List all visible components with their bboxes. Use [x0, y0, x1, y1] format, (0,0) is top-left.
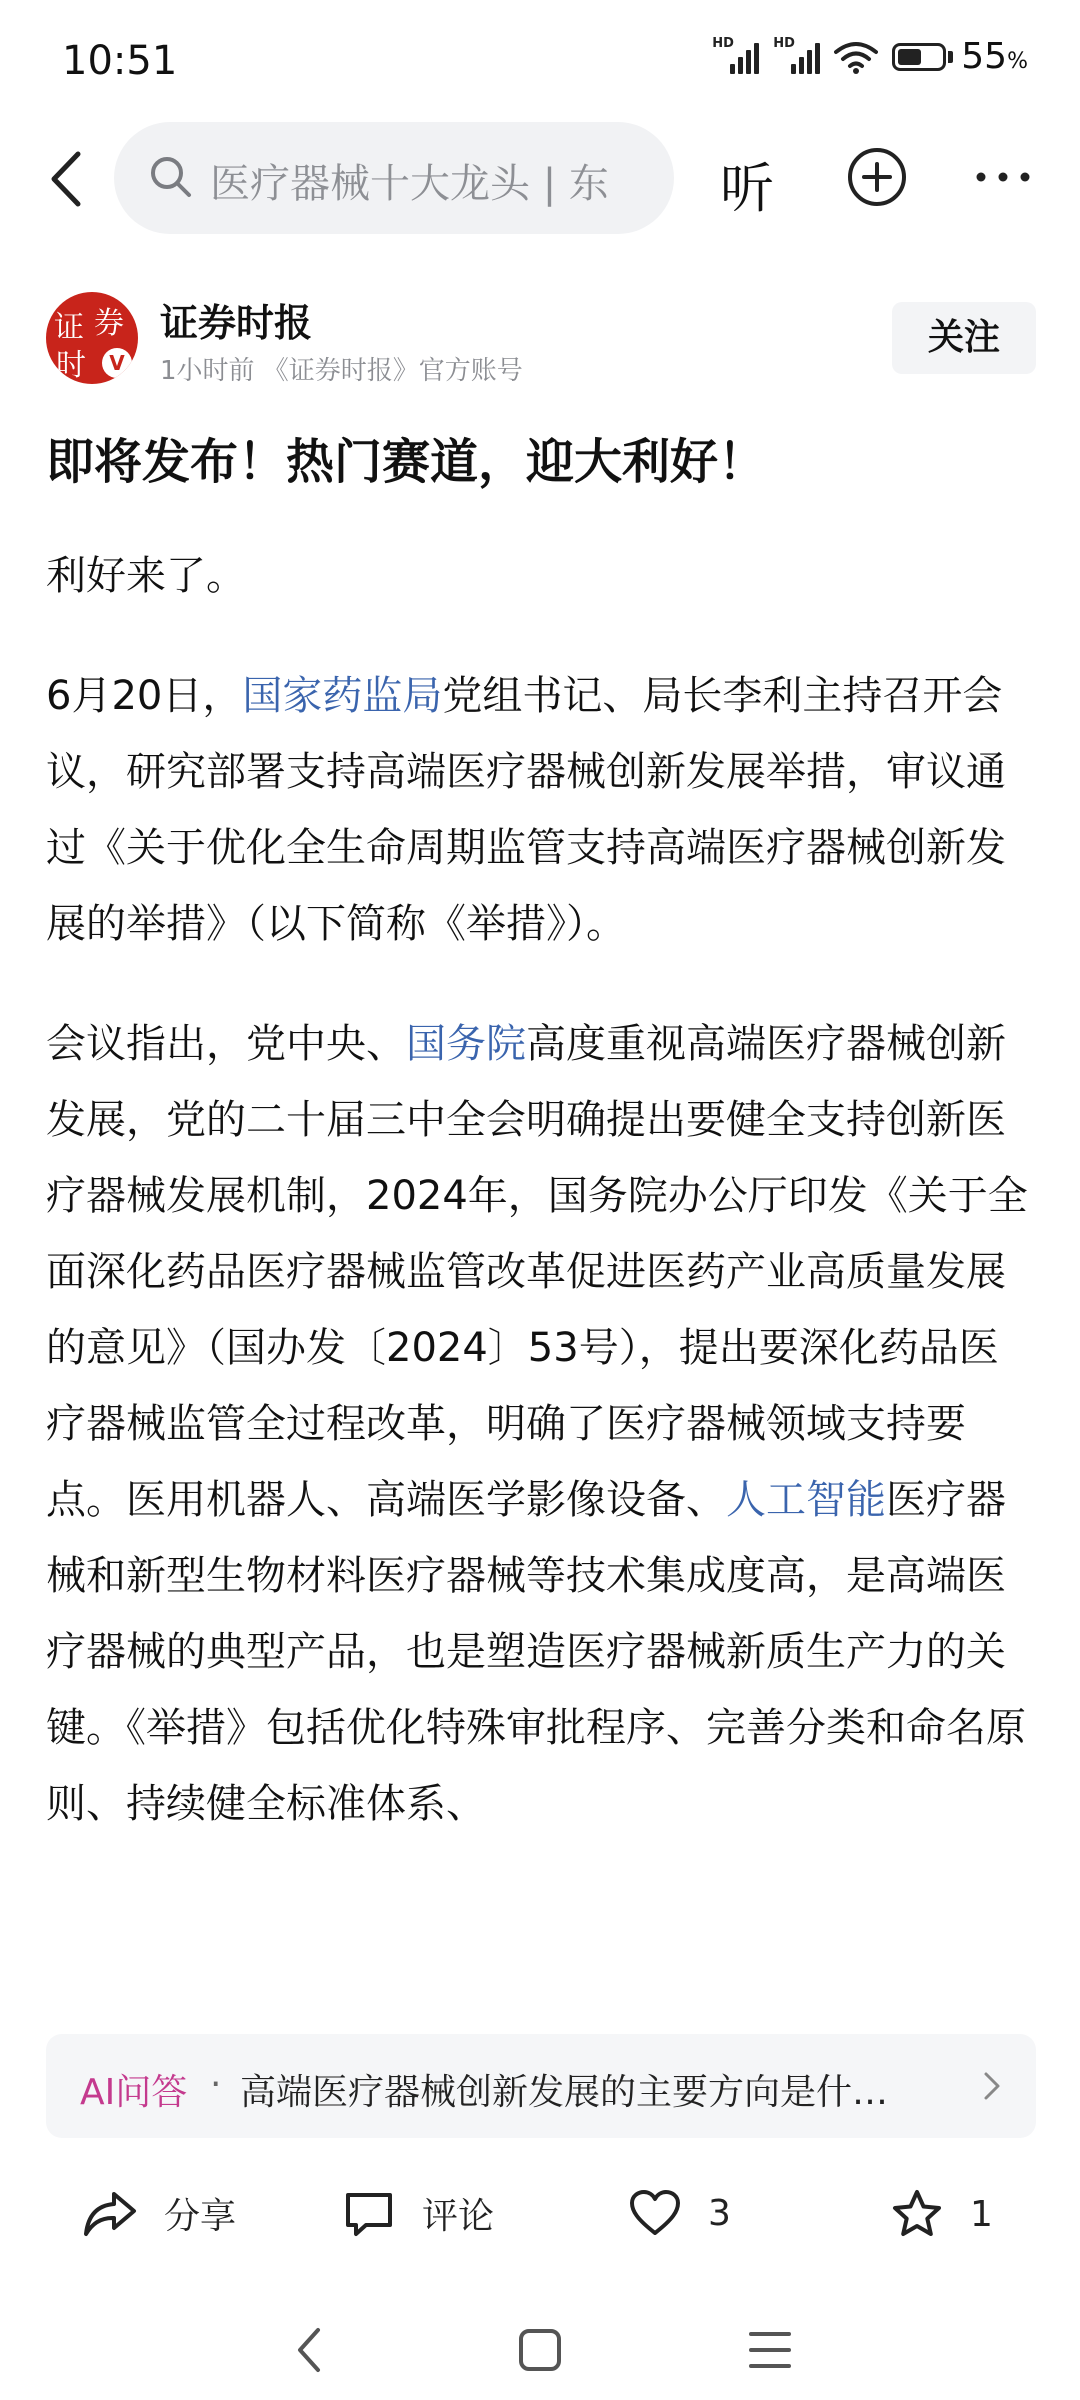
battery-icon	[892, 43, 946, 71]
nav-menu-icon[interactable]	[746, 2322, 794, 2378]
star-icon	[890, 2188, 944, 2240]
verified-badge: V	[102, 348, 132, 378]
action-bar	[0, 2170, 1080, 2280]
like-button[interactable]	[628, 2188, 731, 2238]
battery-percent: 55	[961, 36, 1008, 77]
share-button[interactable]: 分享	[82, 2188, 236, 2239]
like-count: 3	[708, 2192, 731, 2234]
paragraph-1: 利好来了。	[46, 553, 246, 599]
search-bar[interactable]	[114, 122, 674, 234]
favorite-count: 1	[970, 2193, 993, 2235]
status-icons	[712, 36, 1028, 77]
ai-qa-tag: AI问答	[80, 2072, 188, 2113]
search-icon	[148, 154, 194, 200]
more-dots-icon	[972, 146, 1034, 208]
follow-button[interactable]: 关注	[892, 302, 1036, 374]
article-body	[46, 430, 1036, 1886]
paragraph-3: 会议指出，党中央、国务院高度重视高端医疗器械创新发展，党的二十届三中全会明确提出要健全支持创新医疗器械发展机制，2024年，国务院办公厅印发《关于全面深化药品医疗器械监管改革促进医药产业高质量发展的意见》（国办发〔2024〕53号），提出要深化药品医疗器械监管全过程改革，明确了医疗器械领域支持要点。医用机器人、高端医学影像设备、人工智能医疗器械和新型生物材料医疗器械等技术集成度高，是高端医疗器械的典型产品，也是塑造医疗器械新质生产力的关键。《举措》包括优化特殊审批程序、完善分类和命名原则、持续健全标准体系、	[46, 1021, 1028, 1827]
article-title: 即将发布！热门赛道，迎大利好！	[46, 434, 767, 490]
battery-fill	[898, 49, 921, 65]
heart-icon	[628, 2188, 682, 2238]
paragraph-2: 6月20日，国家药监局党组书记、局长李利主持召开会议，研究部署支持高端医疗器械创新发展举措，审议通过《关于优化全生命周期监管支持高端医疗器械创新发展的举措》（以下简称《举措》）。	[46, 673, 1006, 947]
add-button[interactable]	[846, 146, 908, 208]
comment-button[interactable]: 评论	[342, 2188, 494, 2239]
nav-back-icon[interactable]	[290, 2322, 330, 2378]
chevron-right-icon	[976, 2068, 1006, 2104]
comment-icon	[342, 2189, 396, 2239]
ai-qa-bar[interactable]: AI问答 · 高端医疗器械创新发展的主要方向是什…	[46, 2034, 1036, 2138]
signal-icon-2: HD	[773, 40, 820, 74]
link-state-council[interactable]: 国务院	[406, 1021, 526, 1067]
system-nav-bar	[0, 2300, 1080, 2400]
status-bar	[0, 0, 1080, 120]
author-row	[46, 288, 1036, 388]
search-input[interactable]: 医疗器械十大龙头 | 东	[210, 161, 609, 207]
favorite-button[interactable]	[890, 2188, 993, 2240]
battery-indicator: 55%	[892, 36, 1028, 77]
signal-icon-1: HD	[712, 40, 759, 74]
more-button[interactable]	[972, 146, 1034, 208]
top-nav	[0, 120, 1080, 236]
author-name[interactable]: 证券时报	[160, 301, 313, 345]
nav-home-icon[interactable]	[516, 2322, 564, 2378]
link-ai[interactable]: 人工智能	[726, 1477, 886, 1523]
listen-button[interactable]: 听	[720, 157, 774, 220]
status-time: 10:51	[62, 38, 178, 84]
author-meta: 1小时前 《证券时报》官方账号	[160, 356, 523, 386]
chevron-left-icon	[40, 144, 100, 214]
link-nmpa[interactable]: 国家药监局	[242, 673, 443, 719]
share-icon	[82, 2189, 138, 2239]
plus-circle-icon	[846, 146, 908, 208]
wifi-icon	[834, 40, 878, 74]
back-button[interactable]	[40, 144, 100, 214]
ai-question: 高端医疗器械创新发展的主要方向是什…	[240, 2072, 889, 2113]
avatar[interactable]: 证 券 时 V	[46, 292, 138, 384]
